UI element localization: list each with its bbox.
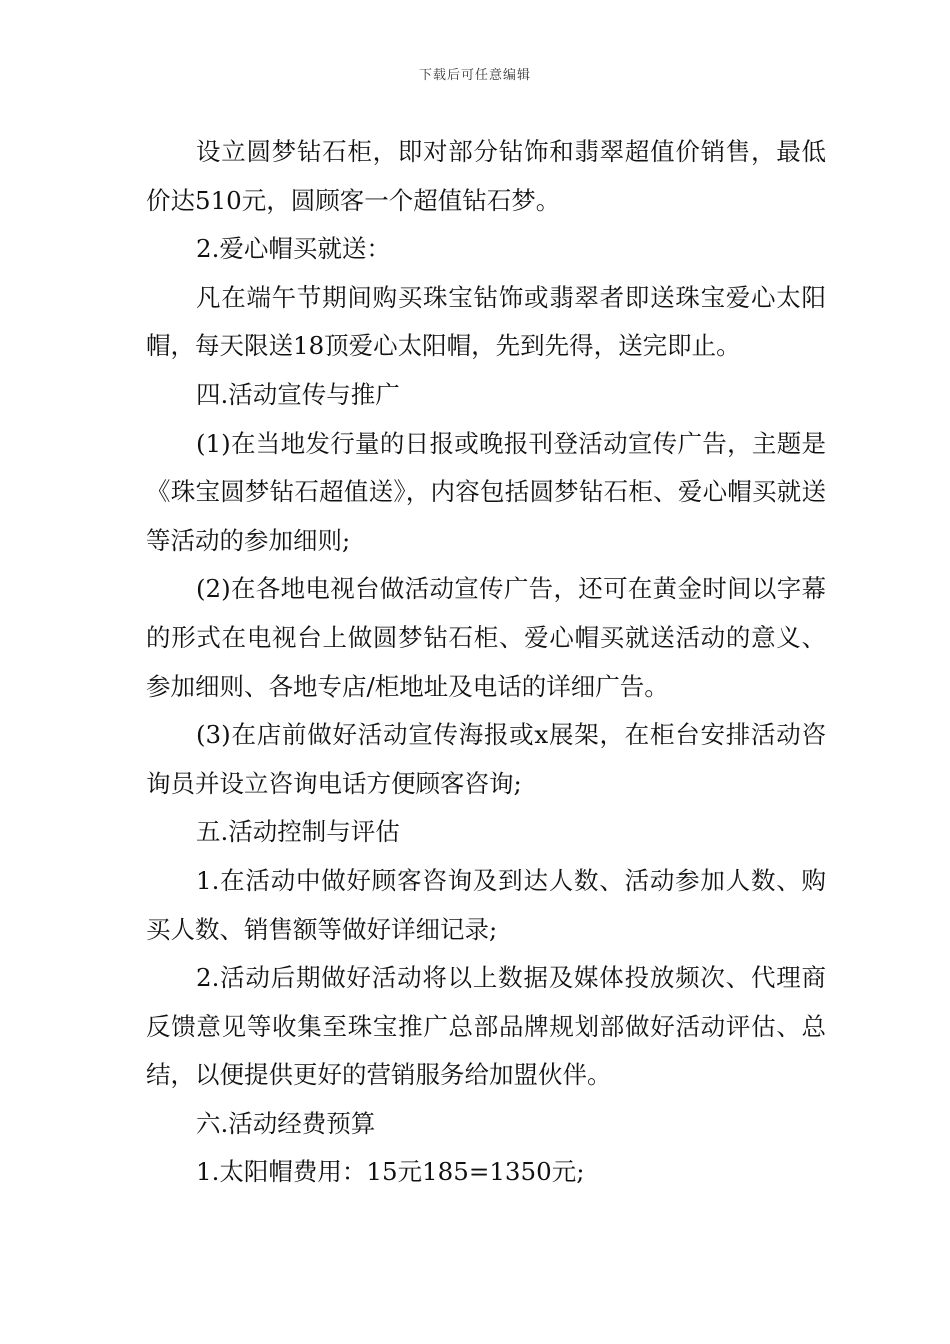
paragraph-newspaper-ad: (1)在当地发行量的日报或晚报刊登活动宣传广告，主题是《珠宝圆梦钻石超值送》，内容包括圆梦钻石柜、爱心帽买就送等活动的参加细则; [146, 428, 826, 555]
section-heading-budget: 六.活动经费预算 [196, 1108, 376, 1138]
section-heading-control: 五.活动控制与评估 [196, 817, 400, 847]
heading-love-hat-gift: 2.爱心帽买就送： [196, 234, 391, 264]
paragraph-diamond-cabinet: 设立圆梦钻石柜，即对部分钻饰和翡翠超值价销售，最低价达510元，圆顾客一个超值钻石梦。 [146, 137, 826, 215]
paragraph-record-keeping: 1.在活动中做好顾客咨询及到达人数、活动参加人数、购买人数、销售额等做好详细记录; [146, 865, 826, 944]
paragraph-hat-cost: 1.太阳帽费用：15元185=1350元; [196, 1157, 585, 1187]
paragraph-love-hat-details: 凡在端午节期间购买珠宝钻饰或翡翠者即送珠宝爱心太阳帽，每天限送18顶爱心太阳帽，先到先得，送完即止。 [146, 282, 826, 361]
paragraph-store-poster: (3)在店前做好活动宣传海报或x展架，在柜台安排活动咨询员并设立咨询电话方便顾客咨询; [146, 720, 826, 798]
paragraph-tv-ad: (2)在各地电视台做活动宣传广告，还可在黄金时间以字幕的形式在电视台上做圆梦钻石柜、爱心帽买就送活动的意义、参加细则、各地专店/柜地址及电话的详细广告。 [146, 574, 826, 701]
page-header: 下载后可任意编辑 [418, 68, 531, 83]
paragraph-evaluation: 2.活动后期做好活动将以上数据及媒体投放频次、代理商反馈意见等收集至珠宝推广总部品牌规划部做好活动评估、总结，以便提供更好的营销服务给加盟伙伴。 [146, 963, 826, 1090]
section-heading-promotion: 四.活动宣传与推广 [196, 379, 400, 409]
document-body [146, 128, 826, 1197]
